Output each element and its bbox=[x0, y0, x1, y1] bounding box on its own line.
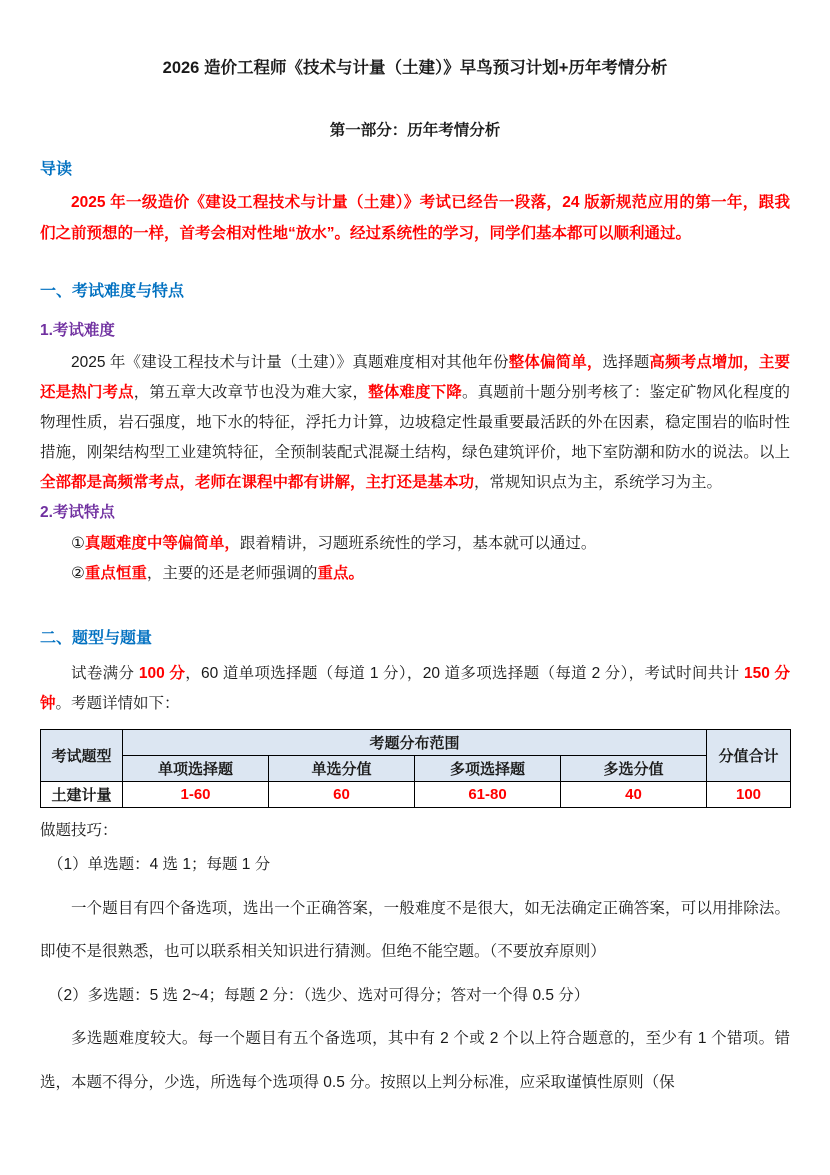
feature-point-2: ②重点恒重，主要的还是老师强调的重点。 bbox=[71, 564, 364, 582]
tip1-body: 一个题目有四个备选项，选出一个正确答案，一般难度不是很大，如无法确定正确答案，可以用排除法。即使不是很熟悉，也可以联系相关知识进行猜测。但绝不能空题。（不要放弃原则） bbox=[40, 899, 790, 960]
table-cell-single-range: 1-60 bbox=[123, 782, 269, 808]
section2-intro-paragraph: 试卷满分 100 分，60 道单项选择题（每道 1 分），20 道多项选择题（每道 2 分），考试时间共计 150 分钟。考题详情如下： bbox=[40, 665, 790, 712]
table-subheader-single-choice: 单项选择题 bbox=[123, 756, 269, 782]
tip2-heading: （2）多选题：5 选 2~4；每题 2 分：（选少、选对可得分；答对一个得 0.5 分） bbox=[48, 986, 590, 1004]
section1-sub1-heading: 1.考试难度 bbox=[40, 322, 115, 339]
exam-structure-table bbox=[40, 729, 791, 808]
part-heading: 第一部分：历年考情分析 bbox=[329, 122, 501, 139]
section1-heading: 一、考试难度与特点 bbox=[40, 283, 185, 300]
table-cell-exam-type: 土建计量 bbox=[41, 782, 123, 808]
section2-heading: 二、题型与题量 bbox=[40, 630, 153, 647]
tips-block bbox=[40, 843, 790, 1104]
feature-point-1: ①真题难度中等偏简单，跟着精讲，习题班系统性的学习，基本就可以通过。 bbox=[71, 535, 597, 552]
page-title: 2026 造价工程师《技术与计量（土建）》早鸟预习计划+历年考情分析 bbox=[162, 59, 668, 77]
section1-sub2-heading: 2.考试特点 bbox=[40, 504, 115, 521]
table-subheader-single-score: 单选分值 bbox=[269, 756, 415, 782]
table-cell-total: 100 bbox=[707, 782, 791, 808]
tip2-body: 多选题难度较大。每一个题目有五个备选项，其中有 2 个或 2 个以上符合题意的，至少有 1 个错项。错选，本题不得分，少选，所选每个选项得 0.5 分。按照以上判分标准，应采取谨慎性原则（保 bbox=[40, 1030, 790, 1091]
table-cell-multi-range: 61-80 bbox=[415, 782, 561, 808]
table-cell-multi-score: 40 bbox=[561, 782, 707, 808]
table-header-distribution: 考题分布范围 bbox=[123, 730, 707, 756]
tip1-heading: （1）单选题：4 选 1；每题 1 分 bbox=[48, 856, 271, 873]
exam-feature-points bbox=[40, 529, 790, 588]
table-cell-single-score: 60 bbox=[269, 782, 415, 808]
tips-label: 做题技巧： bbox=[40, 822, 118, 839]
table-header-exam-type: 考试题型 bbox=[41, 730, 123, 782]
table-header-row-1 bbox=[41, 730, 791, 756]
table-header-total-score: 分值合计 bbox=[707, 730, 791, 782]
table-subheader-multi-score: 多选分值 bbox=[561, 756, 707, 782]
table-header-row-2 bbox=[41, 756, 791, 782]
table-data-row bbox=[41, 782, 791, 808]
table-subheader-multi-choice: 多项选择题 bbox=[415, 756, 561, 782]
intro-label: 导读 bbox=[40, 161, 73, 178]
intro-paragraph: 2025 年一级造价《建设工程技术与计量（土建）》考试已经告一段落，24 版新规范应用的第一年，跟我们之前预想的一样，首考会相对性地“放水”。经过系统性的学习，同学们基本都可以顺利通过。 bbox=[40, 194, 790, 242]
difficulty-paragraph: 2025 年《建设工程技术与计量（土建）》真题难度相对其他年份整体偏简单，选择题高频考点增加，主要还是热门考点，第五章大改章节也没为难大家，整体难度下降。真题前十题分别考核了：鉴定矿物风化程度的物理性质，岩石强度，地下水的特征，浮托力计算，边坡稳定性最重要最活跃的外在因素，稳定围岩的临时性措施，刚架结构型工业建筑特征，全预制装配式混凝土结构，绿色建筑评价，地下室防潮和防水的说法。以上全部都是高频常考点，老师在课程中都有讲解，主打还是基本功，常规知识点为主，系统学习为主。 bbox=[40, 354, 790, 491]
